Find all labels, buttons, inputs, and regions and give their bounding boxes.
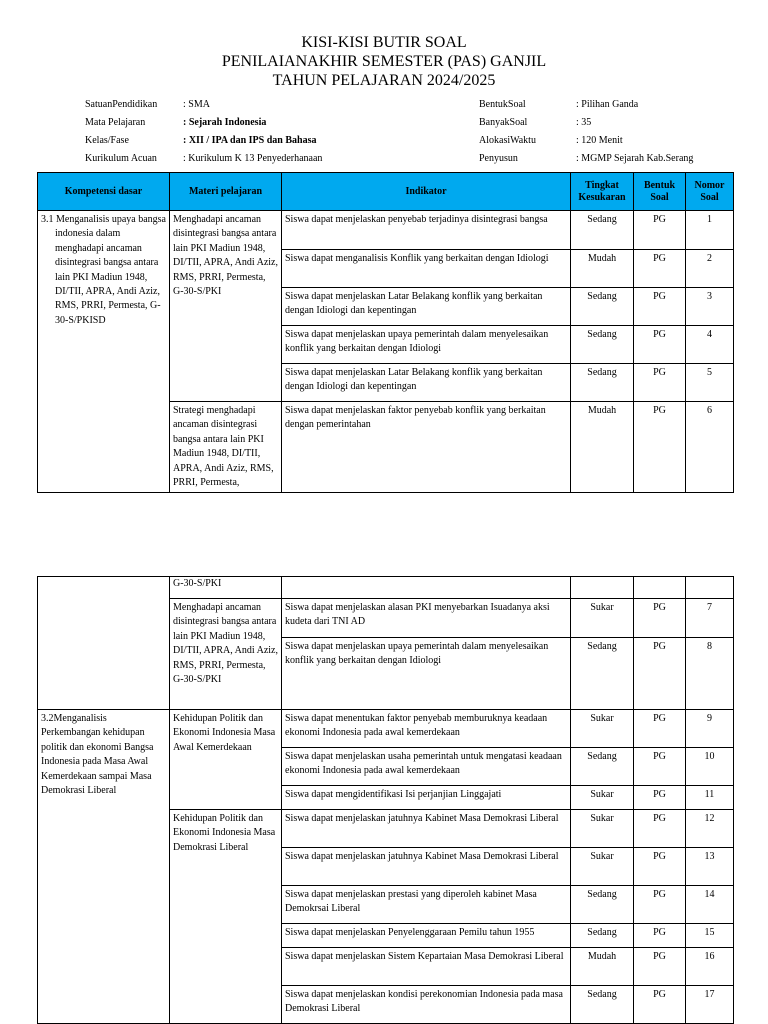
bentuk-cell (634, 577, 686, 599)
header-materi: Materi pelajaran (170, 173, 282, 211)
info-label: SatuanPendidikan (85, 99, 158, 110)
info-left (85, 99, 465, 171)
info-value: : XII / IPA dan IPS dan Bahasa (183, 135, 317, 146)
table-row (38, 211, 734, 250)
info-label: Mata Pelajaran (85, 117, 146, 128)
nomor-cell: 1 (686, 211, 734, 250)
bentuk-cell: PG (634, 599, 686, 638)
bentuk-cell: PG (634, 948, 686, 986)
bentuk-cell: PG (634, 810, 686, 848)
indikator-cell: Siswa dapat menjelaskan jatuhnya Kabinet Masa Demokrasi Liberal (282, 848, 571, 886)
indikator-cell: Siswa dapat menjelaskan Latar Belakang konflik yang berkaitan dengan Idiologi dan kepentingan (282, 364, 571, 402)
bentuk-cell: PG (634, 886, 686, 924)
nomor-cell: 15 (686, 924, 734, 948)
indikator-cell: Siswa dapat mengidentifikasi Isi perjanjian Linggajati (282, 786, 571, 810)
tingkat-cell: Sedang (571, 364, 634, 402)
info-value: : MGMP Sejarah Kab.Serang (576, 153, 694, 164)
tingkat-cell: Sedang (571, 288, 634, 326)
info-label: BentukSoal (479, 99, 526, 110)
info-value: : Kurikulum K 13 Penyederhanaan (183, 153, 323, 164)
tingkat-cell (571, 577, 634, 599)
doc-title-line-2: PENILAIANAKHIR SEMESTER (PAS) GANJIL (221, 53, 547, 70)
indikator-cell: Siswa dapat menjelaskan kondisi perekonomian Indonesia pada masa Demokrasi Liberal (282, 986, 571, 1024)
tingkat-cell: Mudah (571, 250, 634, 288)
kd-cell: 3.2Menganalisis Perkembangan kehidupan politik dan ekonomi Bangsa Indonesia pada Masa Awal Kemerdekaan sampai Masa Demokrasi Liberal (38, 710, 170, 1024)
bentuk-cell: PG (634, 211, 686, 250)
tingkat-cell: Sukar (571, 848, 634, 886)
table-row (38, 710, 734, 748)
nomor-cell (686, 577, 734, 599)
nomor-cell: 13 (686, 848, 734, 886)
nomor-cell: 4 (686, 326, 734, 364)
info-row (85, 153, 465, 167)
nomor-cell: 17 (686, 986, 734, 1024)
table-header-row (38, 173, 734, 211)
nomor-cell: 11 (686, 786, 734, 810)
bentuk-cell: PG (634, 748, 686, 786)
materi-cell: Strategi menghadapi ancaman disintegrasi bangsa antara lain PKI Madiun 1948, DI/TII, APRA, Andi Aziz, RMS, PRRI, Permesta, (170, 402, 282, 493)
info-row (85, 135, 465, 149)
bentuk-cell: PG (634, 364, 686, 402)
info-row (479, 153, 719, 167)
bentuk-cell: PG (634, 710, 686, 748)
nomor-cell: 5 (686, 364, 734, 402)
kd-cell: 3.1 Menganalisis upaya bangsa indonesia dalam menghadapi ancaman disintegrasi bangsa antara lain PKI Madiun 1948, DI/TII, APRA, Andi Aziz, RMS, PRRI, Permesta, G-30-S/PKISD (38, 211, 170, 493)
tingkat-cell: Sedang (571, 886, 634, 924)
nomor-cell: 9 (686, 710, 734, 748)
tingkat-cell: Sedang (571, 748, 634, 786)
tingkat-cell: Sedang (571, 211, 634, 250)
materi-cell: Menghadapi ancaman disintegrasi bangsa antara lain PKI Madiun 1948, DI/TII, APRA, Andi Aziz, RMS, PRRI, Permesta, G-30-S/PKI (170, 211, 282, 402)
indikator-cell: Siswa dapat menjelaskan faktor penyebab konflik yang berkaitan dengan pemerintahan (282, 402, 571, 493)
header-bentuk-soal: Bentuk Soal (634, 173, 686, 211)
materi-cell: G-30-S/PKI (170, 577, 282, 599)
header-tingkat-kesukaran: Tingkat Kesukaran (571, 173, 634, 211)
bentuk-cell: PG (634, 848, 686, 886)
tingkat-cell: Sukar (571, 710, 634, 748)
nomor-cell: 8 (686, 638, 734, 710)
header-indikator: Indikator (282, 173, 571, 211)
tingkat-cell: Mudah (571, 948, 634, 986)
bentuk-cell: PG (634, 986, 686, 1024)
indikator-cell: Siswa dapat menjelaskan Penyelenggaraan Pemilu tahun 1955 (282, 924, 571, 948)
table-row (38, 577, 734, 599)
bentuk-cell: PG (634, 288, 686, 326)
header-nomor-soal: Nomor Soal (686, 173, 734, 211)
kisi-kisi-table-page-1 (37, 172, 734, 493)
indikator-cell: Siswa dapat menjelaskan jatuhnya Kabinet Masa Demokrasi Liberal (282, 810, 571, 848)
tingkat-cell: Sedang (571, 638, 634, 710)
indikator-cell: Siswa dapat menjelaskan alasan PKI menyebarkan Isuadanya aksi kudeta dari TNI AD (282, 599, 571, 638)
indikator-cell: Siswa dapat menjelaskan usaha pemerintah untuk mengatasi keadaan ekonomi Indonesia pada awal kemerdekaan (282, 748, 571, 786)
materi-cell: Kehidupan Politik dan Ekonomi Indonesia Masa Demokrasi Liberal (170, 810, 282, 1024)
materi-cell: Menghadapi ancaman disintegrasi bangsa antara lain PKI Madiun 1948, DI/TII, APRA, Andi Aziz, RMS, PRRI, Permesta, G-30-S/PKI (170, 599, 282, 710)
info-row (85, 117, 465, 131)
indikator-cell: Siswa dapat menjelaskan Sistem Kepartaian Masa Demokrasi Liberal (282, 948, 571, 986)
materi-cell: Kehidupan Politik dan Ekonomi Indonesia Masa Awal Kemerdekaan (170, 710, 282, 810)
info-right (479, 99, 719, 171)
nomor-cell: 7 (686, 599, 734, 638)
indikator-cell: Siswa dapat menjelaskan upaya pemerintah dalam menyelesaikan konflik yang berkaitan dengan Idiologi (282, 638, 571, 710)
nomor-cell: 6 (686, 402, 734, 493)
bentuk-cell: PG (634, 402, 686, 493)
kisi-kisi-table-page-2 (37, 576, 734, 1024)
info-row (85, 99, 465, 113)
indikator-cell: Siswa dapat menjelaskan penyebab terjadinya disintegrasi bangsa (282, 211, 571, 250)
nomor-cell: 12 (686, 810, 734, 848)
doc-title-line-3: TAHUN PELAJARAN 2024/2025 (272, 72, 496, 89)
indikator-cell: Siswa dapat menentukan faktor penyebab memburuknya keadaan ekonomi Indonesia pada awal kemerdekaan (282, 710, 571, 748)
info-value: : Pilihan Ganda (576, 99, 639, 110)
indikator-cell: Siswa dapat menjelaskan prestasi yang diperoleh kabinet Masa Demokrsai Liberal (282, 886, 571, 924)
nomor-cell: 14 (686, 886, 734, 924)
info-row (479, 117, 719, 131)
info-value: : SMA (183, 99, 210, 110)
info-label: Kurikulum Acuan (85, 153, 157, 164)
bentuk-cell: PG (634, 786, 686, 810)
doc-title-line-1: KISI-KISI BUTIR SOAL (301, 34, 467, 51)
bentuk-cell: PG (634, 638, 686, 710)
indikator-cell: Siswa dapat menjelaskan upaya pemerintah dalam menyelesaikan konflik yang berkaitan dengan Idiologi (282, 326, 571, 364)
bentuk-cell: PG (634, 924, 686, 948)
info-row (479, 99, 719, 113)
info-label: Penyusun (479, 153, 518, 164)
tingkat-cell: Sukar (571, 810, 634, 848)
tingkat-cell: Sukar (571, 786, 634, 810)
info-value: : 120 Menit (576, 135, 623, 146)
indikator-cell (282, 577, 571, 599)
indikator-cell: Siswa dapat menganalisis Konflik yang berkaitan dengan Idiologi (282, 250, 571, 288)
bentuk-cell: PG (634, 326, 686, 364)
nomor-cell: 2 (686, 250, 734, 288)
tingkat-cell: Mudah (571, 402, 634, 493)
info-value: : Sejarah Indonesia (183, 117, 267, 128)
tingkat-cell: Sedang (571, 986, 634, 1024)
header-kompetensi-dasar: Kompetensi dasar (38, 173, 170, 211)
tingkat-cell: Sedang (571, 326, 634, 364)
info-value: : 35 (576, 117, 592, 128)
info-row (479, 135, 719, 149)
nomor-cell: 3 (686, 288, 734, 326)
nomor-cell: 16 (686, 948, 734, 986)
nomor-cell: 10 (686, 748, 734, 786)
bentuk-cell: PG (634, 250, 686, 288)
info-label: BanyakSoal (479, 117, 528, 128)
info-label: Kelas/Fase (85, 135, 129, 146)
indikator-cell: Siswa dapat menjelaskan Latar Belakang konflik yang berkaitan dengan Idiologi dan kepentingan (282, 288, 571, 326)
kd-cell-continued (38, 577, 170, 710)
tingkat-cell: Sukar (571, 599, 634, 638)
info-label: AlokasiWaktu (479, 135, 536, 146)
tingkat-cell: Sedang (571, 924, 634, 948)
